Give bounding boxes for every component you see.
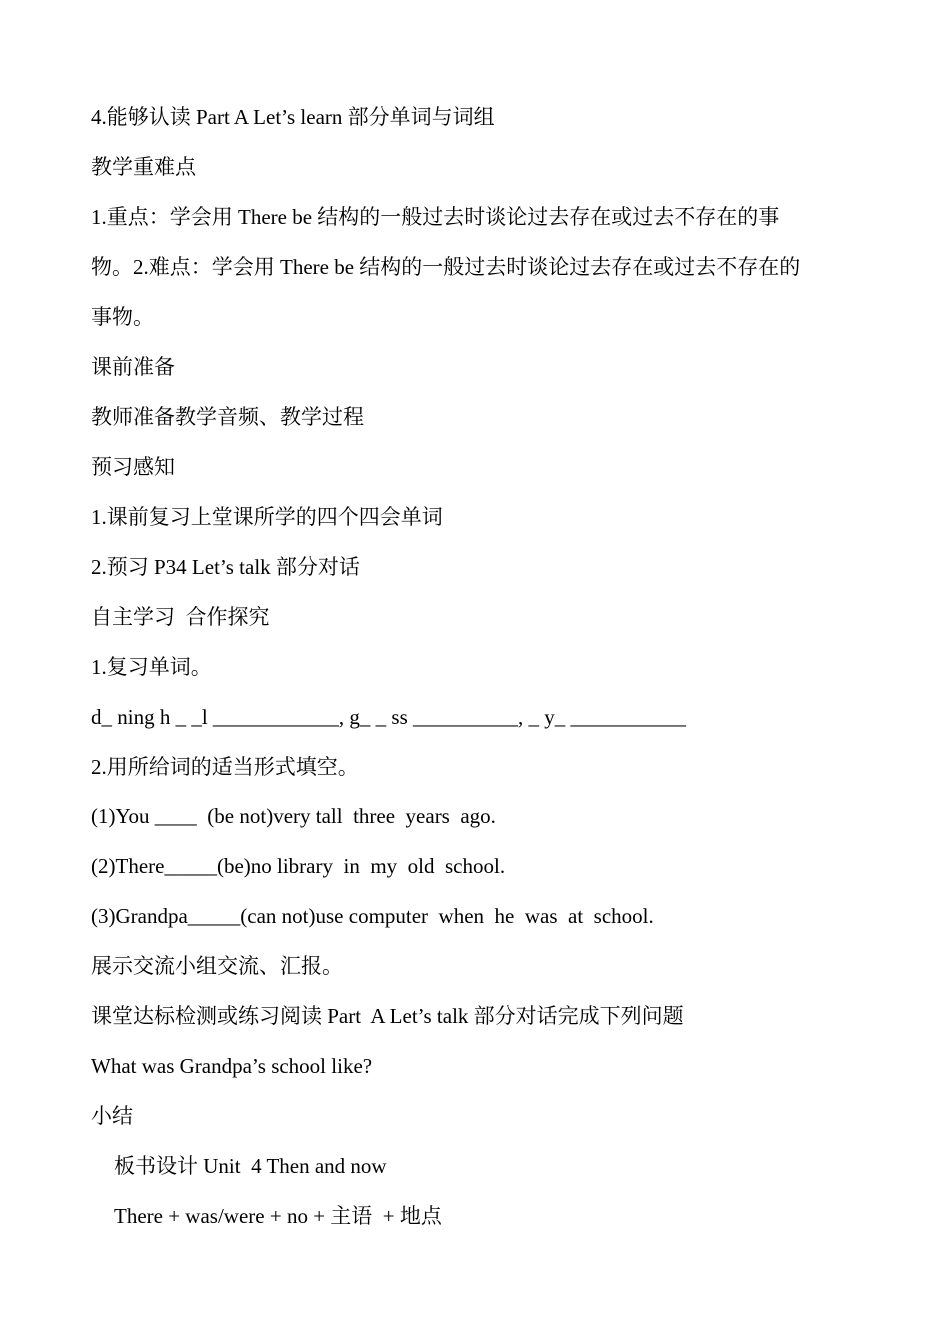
key-point-text-line-1: 1.重点：学会用 There be 结构的一般过去时谈论过去存在或过去不存在的事: [91, 205, 780, 229]
exercise-2-item-2: (2)There_____(be)no library in my old school.: [91, 854, 506, 878]
exercise-2-title: 2.用所给词的适当形式填空。: [91, 755, 359, 779]
question-text: What was Grandpa’s school like?: [91, 1054, 373, 1078]
exercise-1-title: 1.复习单词。: [91, 655, 212, 679]
preview-item-2: 2.预习 P34 Let’s talk 部分对话: [91, 555, 360, 579]
heading-summary: 小结: [91, 1104, 133, 1128]
preparation-text: 教师准备教学音频、教学过程: [91, 405, 364, 429]
heading-self-study: 自主学习 合作探究: [91, 605, 270, 629]
heading-preview: 预习感知: [91, 455, 175, 479]
heading-preparation: 课前准备: [91, 355, 175, 379]
board-design-formula: There + was/were + no + 主语 + 地点: [114, 1204, 442, 1228]
objective-4: 4.能够认读 Part A Let’s learn 部分单词与词组: [91, 105, 495, 129]
key-point-text-line-2: 物。2.难点：学会用 There be 结构的一般过去时谈论过去存在或过去不存在的: [91, 255, 801, 279]
exercise-2-item-3: (3)Grandpa_____(can not)use computer when he was at school.: [91, 904, 654, 928]
class-check-text: 课堂达标检测或练习阅读 Part A Let’s talk 部分对话完成下列问题: [91, 1004, 684, 1028]
heading-key-difficult-points: 教学重难点: [91, 155, 196, 179]
exercise-2-item-1: (1)You ____ (be not)very tall three years ago.: [91, 804, 496, 828]
preview-item-1: 1.课前复习上堂课所学的四个四会单词: [91, 505, 443, 529]
key-point-text-line-3: 事物。: [91, 305, 154, 329]
exercise-1-blanks: d_ ning h _ _l ____________, g_ _ ss __________, _ y_ ___________: [91, 705, 687, 729]
board-design-title: 板书设计 Unit 4 Then and now: [114, 1154, 387, 1178]
heading-presentation: 展示交流小组交流、汇报。: [91, 954, 343, 978]
